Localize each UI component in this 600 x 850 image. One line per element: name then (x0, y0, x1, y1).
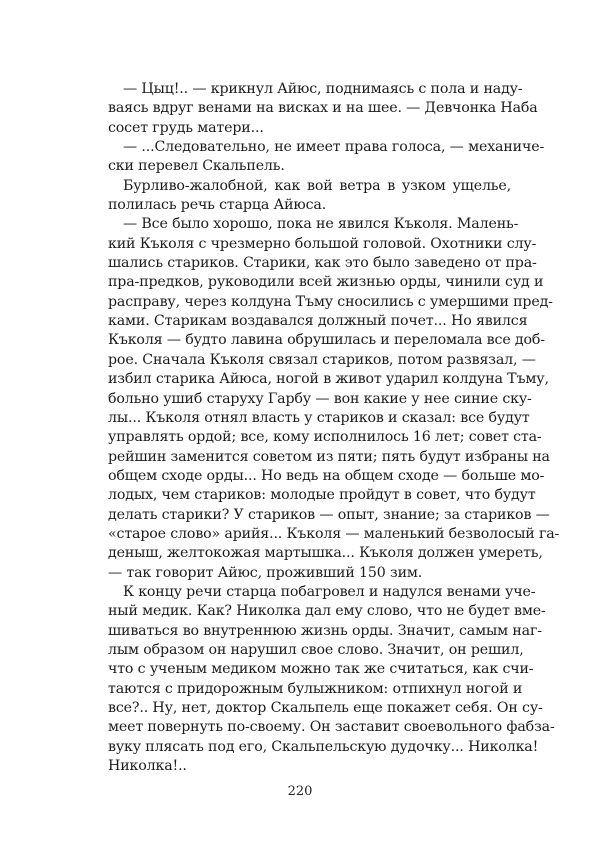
text-line: — так говорит Айюс, проживший 150 зим. (108, 564, 423, 581)
text-line: — ...Следовательно, не имеет права голоса, — механиче- (123, 139, 545, 156)
paragraph (108, 138, 545, 177)
body-text (108, 80, 560, 776)
text-line: ски перевел Скальпель. (108, 158, 285, 175)
text-line: вуку плясать под его, Скальпельскую дудочку... Николка! (108, 738, 539, 755)
text-line: что с ученым медиком можно так же считаться, как счи- (108, 661, 534, 678)
text-line: кий Къколя с чрезмерно большой головой. Охотники слу- (108, 235, 537, 252)
text-line: рое. Сначала Къколя связал стариков, потом развязал, — (108, 351, 536, 368)
text-line: ный медик. Как? Николка дал ему слово, что не будет вме- (108, 603, 546, 620)
paragraph (108, 583, 555, 776)
text-line: К концу речи старца побагровел и надулся венами уче- (123, 583, 536, 600)
text-line: лы... Къколя отнял власть у стариков и сказал: все будут (108, 409, 530, 426)
text-line: расправу, через колдуна Тъму сносились с умершими пред- (108, 293, 553, 310)
text-line: шались стариков. Старики, как это было заведено от пра- (108, 255, 537, 272)
paragraph (108, 80, 538, 138)
text-line: — Все было хорошо, пока не явился Къколя. Малень- (123, 216, 519, 233)
paragraph (108, 177, 511, 216)
text-line: управлять ордой; все, кому исполнилось 16 лет; совет ста- (108, 429, 542, 446)
text-line: Къколя — будто лавина обрушилась и переломала все доб- (108, 332, 545, 349)
paragraph (108, 215, 560, 583)
text-line: меет повернуть по-своему. Он заставит своевольного фабза- (108, 719, 555, 736)
text-line: полилась речь старца Айюса. (108, 197, 327, 214)
text-line: избил старика Айюса, ногой в живот ударил колдуна Тъму, (108, 371, 549, 388)
text-line: сосет грудь матери... (108, 119, 264, 136)
text-line: деныш, желтокожая мартышка... Къколя должен умереть, (108, 545, 543, 562)
text-line: больно ушиб старуху Гарбу — вон какие у нее синие ску- (108, 390, 532, 407)
text-line: общем сходе орды... Но ведь на общем сходе — больше мо- (108, 467, 545, 484)
text-line: все?.. Ну, нет, доктор Скальпель еще покажет себя. Он су- (108, 700, 543, 716)
text-line: Николка!.. (108, 758, 187, 775)
page-number: 220 (287, 784, 313, 799)
text-line: лодых, чем стариков: молодые пройдут в совет, что будут (108, 487, 536, 504)
text-line: — Цыц!.. — крикнул Айюс, поднимаясь с пола и наду- (123, 81, 523, 97)
text-line: таются с придорожным булыжником: отпихнул ногой и (108, 680, 523, 697)
text-line: «старое слово» арийя... Къколя — маленький безволосый га- (108, 525, 560, 542)
text-line: шиваться во внутреннюю жизнь орды. Значит, самым наг- (108, 622, 542, 639)
text-line: Бурливо-жалобной, как вой ветра в узком ущелье, (123, 177, 511, 194)
text-line: делать старики? У стариков — опыт, знание; за стариков — (108, 506, 550, 523)
text-line: пра-предков, руководили всей жизнью орды, чинили суд и (108, 274, 544, 291)
text-line: лым образом он нарушил свое слово. Значит, он решил, (108, 641, 524, 658)
text-line: ками. Старикам воздавался должный почет... Но явился (108, 313, 528, 330)
text-line: рейшин заменится советом из пяти; пять будут избраны на (108, 448, 550, 465)
text-line: ваясь вдруг венами на висках и на шее. — Девчонка Наба (108, 100, 538, 117)
